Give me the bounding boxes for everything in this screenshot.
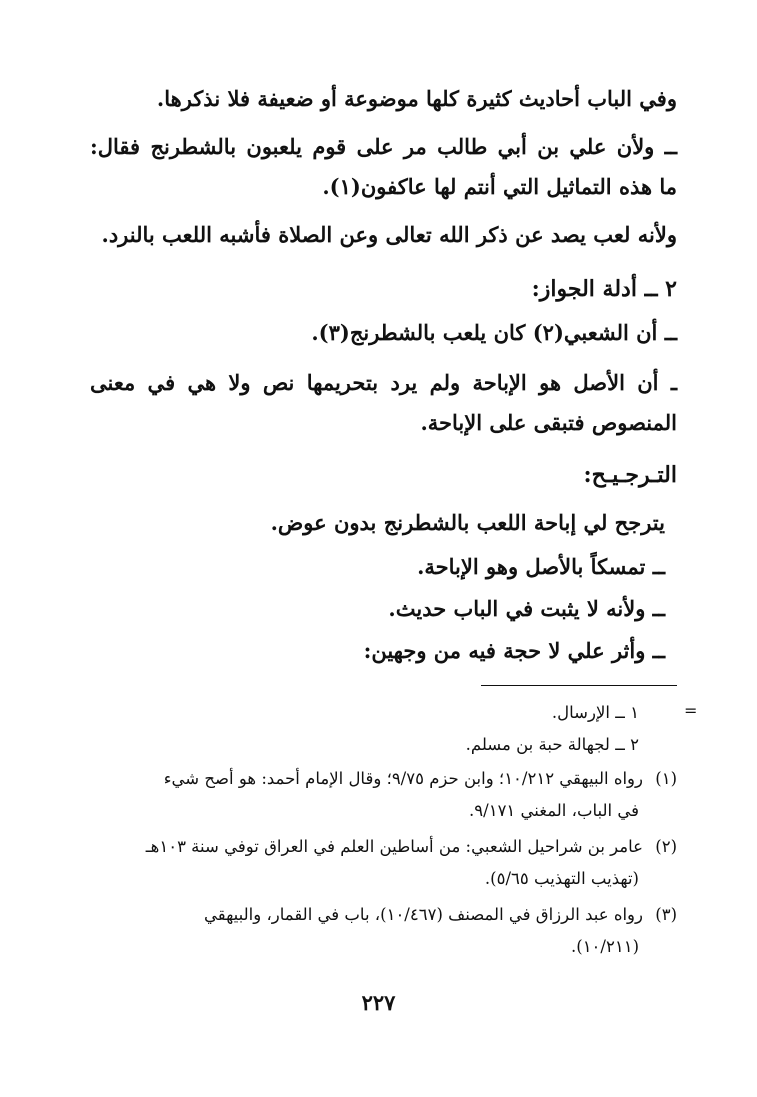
footnote-separator (481, 685, 677, 686)
footnote-text: رواه عبد الرزاق في المصنف (١٠/٤٦٧)، باب في القمار، والبيهقي (203, 905, 643, 924)
footnote-text: عامر بن شراحيل الشعبي: من أساطين العلم في العراق توفي سنة ١٠٣هـ (145, 837, 643, 856)
paragraph-line: المنصوص فتبقى على الإباحة. (420, 410, 677, 435)
footnote-2-line (90, 834, 677, 860)
section-heading: ٢ ــ أدلة الجواز: (531, 276, 677, 302)
footnote-number: (٣) (655, 905, 677, 924)
footnote-3-line: (١٠/٢١١). (571, 937, 639, 956)
footnote-continuation-line: ١ ــ الإرسال. (551, 703, 639, 722)
tarjih-heading: التـرجـيـح: (583, 462, 677, 488)
paragraph-line: ـ أن الأصل هو الإباحة ولم يرد بتحريمها نص ولا هي في معنى (90, 370, 677, 395)
paragraph-line: ولأنه لعب يصد عن ذكر الله تعالى وعن الصلاة فأشبه اللعب بالنرد. (101, 222, 677, 247)
continuation-mark: = (684, 701, 698, 720)
paragraph-line: ــ ولأنه لا يثبت في الباب حديث. (388, 596, 665, 621)
paragraph-line: ما هذه التماثيل التي أنتم لها عاكفون(١). (322, 174, 677, 199)
paragraph-line: ــ ولأن علي بن أبي طالب مر على قوم يلعبون بالشطرنج فقال: (90, 134, 677, 159)
footnote-1-line (90, 766, 677, 792)
footnote-2-line: (تهذيب التهذيب ٥/٦٥). (484, 869, 639, 888)
footnote-3-line (90, 902, 677, 928)
footnote-text: رواه البيهقي ١٠/٢١٢؛ وابن حزم ٩/٧٥؛ وقال الإمام أحمد: هو أصح شيء (163, 769, 643, 788)
paragraph-line: ــ أن الشعبي(٢) كان يلعب بالشطرنج(٣). (311, 320, 677, 345)
footnote-continuation-line: ٢ ــ لجهالة حبة بن مسلم. (465, 735, 639, 754)
paragraph-line: ــ وأثر علي لا حجة فيه من وجهين: (363, 638, 665, 663)
paragraph-line: ــ تمسكاً بالأصل وهو الإباحة. (417, 554, 665, 579)
paragraph-line: يترجح لي إباحة اللعب بالشطرنج بدون عوض. (270, 510, 665, 535)
page-number: ٢٢٧ (361, 990, 396, 1015)
footnote-number: (٢) (655, 837, 677, 856)
footnote-1-line: في الباب، المغني ٩/١٧١. (469, 801, 639, 820)
footnote-number: (١) (655, 769, 677, 788)
paragraph-line: وفي الباب أحاديث كثيرة كلها موضوعة أو ضعيفة فلا نذكرها. (156, 86, 677, 111)
